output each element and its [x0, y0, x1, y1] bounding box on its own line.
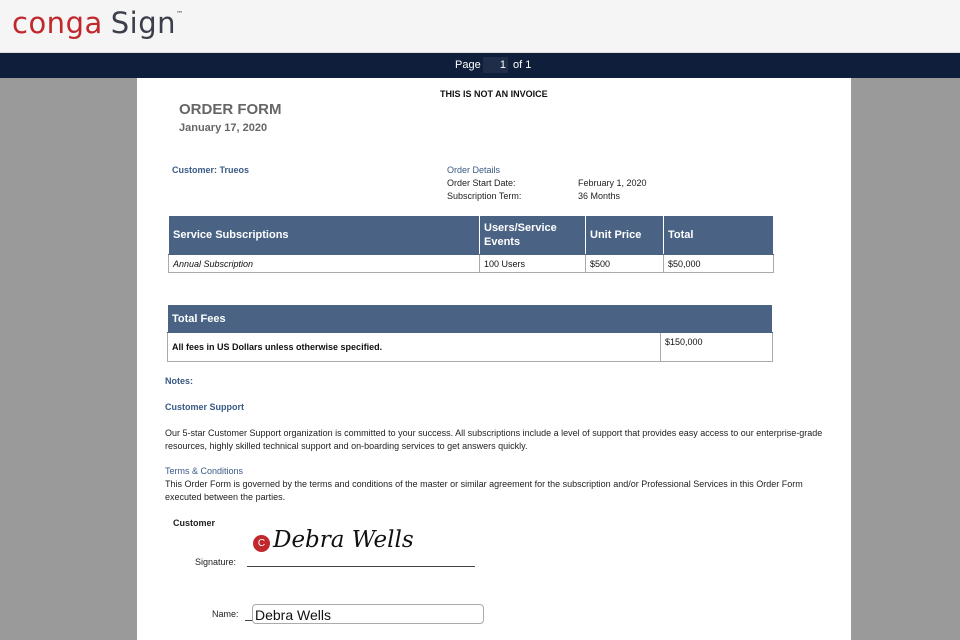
signature-line: [247, 566, 475, 567]
customer-support-heading: Customer Support: [165, 402, 245, 412]
column-header: Service Subscriptions: [169, 216, 480, 255]
order-start-value: February 1, 2020: [578, 178, 647, 188]
column-header: Unit Price: [586, 216, 664, 255]
table-cell: $500: [586, 255, 664, 273]
page-number-input[interactable]: 1: [483, 57, 508, 73]
page-label: Page: [455, 59, 481, 71]
table-cell: $50,000: [664, 255, 774, 273]
order-form-title: ORDER FORM: [179, 101, 282, 118]
logo-trademark: ™: [176, 10, 184, 18]
table-row: [169, 255, 774, 273]
signature-label: Signature:: [195, 557, 237, 567]
table-cell: Annual Subscription: [169, 255, 480, 273]
not-invoice-notice: THIS IS NOT AN INVOICE: [440, 89, 548, 99]
fees-total: $150,000: [661, 333, 773, 362]
logo-word-conga: conga: [12, 6, 103, 40]
customer-signature-label: Customer: [173, 518, 216, 528]
page-total: of 1: [513, 59, 532, 71]
document-page: [137, 78, 851, 640]
app-header: [0, 0, 960, 53]
order-start-label: Order Start Date:: [447, 178, 516, 188]
customer-name: Customer: Trueos: [172, 165, 250, 175]
notes-label: Notes:: [165, 376, 194, 386]
subscriptions-table: [168, 215, 774, 273]
table-row: [168, 333, 773, 362]
terms-heading: Terms & Conditions: [165, 466, 244, 476]
total-fees-table: [167, 304, 773, 362]
total-fees-header: Total Fees: [168, 305, 773, 333]
terms-text: This Order Form is governed by the terms and conditions of the master or similar agreement for the subscription and/or Professional Services in this Order Form executed between the parties.: [165, 479, 803, 502]
conga-sign-logo: [12, 6, 184, 40]
column-header: Total: [664, 216, 774, 255]
name-input[interactable]: Debra Wells: [252, 604, 484, 624]
signature-field[interactable]: Debra Wells: [273, 527, 414, 553]
page-navigation-bar: [0, 53, 960, 78]
signature-marker-icon: C: [253, 535, 270, 552]
order-details-heading: Order Details: [447, 165, 501, 175]
fees-note: All fees in US Dollars unless otherwise specified.: [168, 333, 661, 362]
name-label: Name:: [212, 609, 239, 619]
subscription-term-label: Subscription Term:: [447, 191, 522, 201]
subscription-term-value: 36 Months: [578, 191, 621, 201]
column-header: Users/Service Events: [480, 216, 586, 255]
logo-word-sign: Sign: [110, 6, 177, 40]
table-cell: 100 Users: [480, 255, 586, 273]
order-form-date: January 17, 2020: [179, 122, 268, 134]
customer-support-text: Our 5-star Customer Support organization is committed to your success. All subscriptions include a level of support that provides easy access to our enterprise-grade resources, highly skilled technical support and on-boarding services to get answers quickly.: [165, 428, 823, 451]
